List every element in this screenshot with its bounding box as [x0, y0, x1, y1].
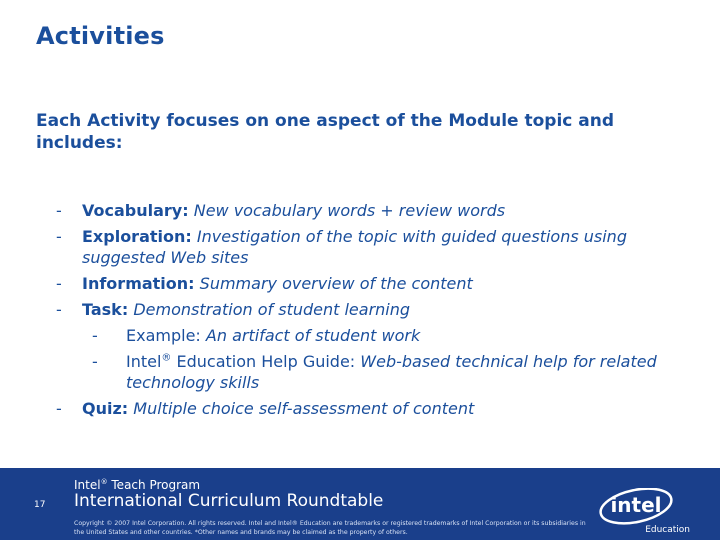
intro-text: Each Activity focuses on one aspect of the Module topic and includes:	[36, 111, 615, 153]
item-term: Intel	[126, 352, 162, 371]
item-desc: Multiple choice self-assessment of content	[133, 399, 475, 418]
bullet-dash: -	[92, 352, 98, 371]
item-desc: Web-based technical help for related technology skills	[126, 352, 657, 392]
intel-logo-icon	[592, 488, 696, 536]
bullet-dash: -	[56, 227, 62, 246]
item-term: Exploration:	[82, 227, 192, 246]
item-desc: Summary overview of the content	[199, 274, 473, 293]
item-term: Information:	[82, 274, 195, 293]
registered-mark: ®	[161, 352, 172, 364]
bullet-dash: -	[92, 326, 98, 345]
bullet-dash: -	[56, 300, 62, 319]
logo-wordmark: intel	[610, 493, 662, 517]
item-term: Task:	[82, 300, 129, 319]
slide-title: Activities	[36, 22, 165, 50]
bullet-dash: -	[56, 274, 62, 293]
item-desc: New vocabulary words + review words	[193, 201, 506, 220]
roundtable-title: International Curriculum Roundtable	[74, 491, 384, 511]
item-desc: An artifact of student work	[205, 326, 421, 345]
item-term: Example:	[126, 326, 201, 345]
logo-tagline: Education	[645, 525, 690, 535]
item-term: Quiz:	[82, 399, 129, 418]
page-number: 17	[34, 500, 46, 510]
program-name: Intel® Teach Program	[74, 478, 201, 492]
registered-mark: ®	[100, 478, 108, 486]
item-desc: Demonstration of student learning	[133, 300, 411, 319]
copyright-notice: Copyright © 2007 Intel Corporation. All rights reserved. Intel and Intel® Education are trademarks or registered trademarks of Intel Corporation or its subsidiaries in the United States and other countries. *Other names and brands may be claimed as the property of others.	[74, 520, 586, 536]
item-term-rest: Education Help Guide:	[171, 352, 356, 371]
item-desc: Investigation of the topic with guided questions using suggested Web sites	[82, 227, 627, 267]
item-term: Vocabulary:	[82, 201, 189, 220]
bullet-dash: -	[56, 201, 62, 220]
bullet-dash: -	[56, 399, 62, 418]
